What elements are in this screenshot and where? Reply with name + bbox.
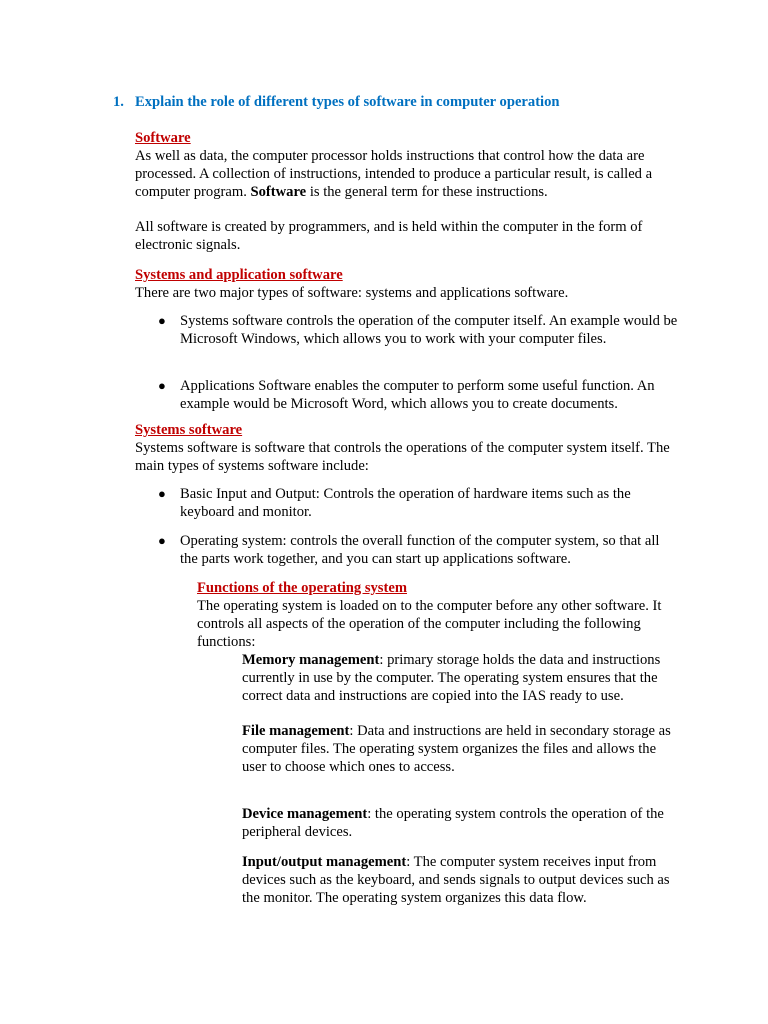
- list-item: ● Basic Input and Output: Controls the operation of hardware items such as the keyboard and monitor.: [158, 486, 631, 520]
- software-heading: Software: [135, 130, 191, 146]
- question-text: Explain the role of different types of software in computer operation: [135, 94, 560, 110]
- definition-text: : primary storage holds the data and instructions currently in use by the computer. The operating system ensures that the correct data and instructions are copied into the IAS ready to use.: [242, 652, 661, 704]
- definition-text: : The computer system receives input from devices such as the keyboard, and sends signals to output devices such as the monitor. The operating system organizes this data flow.: [242, 854, 670, 906]
- sys-app-section: [135, 266, 680, 302]
- software-paragraph-2: All software is created by programmers, and is held within the computer in the form of electronic signals.: [135, 219, 643, 253]
- list-item: ● Operating system: controls the overall function of the computer system, so that all the parts work together, and you can start up applications software.: [158, 533, 660, 567]
- software-section: [135, 129, 680, 201]
- definition-term: File management: [242, 723, 350, 739]
- sys-app-heading: Systems and application software: [135, 267, 343, 283]
- list-item: ● Systems software controls the operation of the computer itself. An example would be Microsoft Windows, which allows you to work with your computer files.: [158, 313, 678, 347]
- definition-text: : Data and instructions are held in secondary storage as computer files. The operating system organizes the files and allows the user to choose which ones to access.: [242, 723, 671, 775]
- software-bold-term: Software: [250, 184, 307, 200]
- software-paragraph-1: As well as data, the computer processor holds instructions that control how the data are processed. A collection of instructions, intended to produce a particular result, is called a computer program. Software is the general term for these instructions.: [135, 148, 653, 200]
- bullet-icon: ●: [158, 378, 166, 393]
- os-functions-intro: The operating system is loaded on to the computer before any other software. It controls all aspects of the operation of the computer including the following functions:: [197, 598, 662, 650]
- systems-section: [135, 421, 680, 475]
- file-management-item: [242, 722, 682, 776]
- bullet-icon: ●: [158, 313, 166, 328]
- systems-heading: Systems software: [135, 422, 243, 438]
- os-functions-heading: Functions of the operating system: [197, 580, 407, 596]
- device-management-item: [242, 805, 682, 841]
- bullet-icon: ●: [158, 533, 166, 548]
- definition-term: Device management: [242, 806, 368, 822]
- systems-intro: Systems software is software that controls the operations of the computer system itself. The main types of systems software include:: [135, 440, 670, 474]
- os-functions-section: [197, 579, 677, 651]
- list-item: ● Applications Software enables the computer to perform some useful function. An example would be Microsoft Word, which allows you to create documents.: [158, 378, 655, 412]
- definition-term: Memory management: [242, 652, 380, 668]
- sys-app-intro: There are two major types of software: systems and applications software.: [135, 285, 569, 301]
- io-management-item: [242, 853, 682, 907]
- question-number: 1.: [113, 94, 124, 110]
- memory-management-item: [242, 651, 682, 705]
- bullet-icon: ●: [158, 486, 166, 501]
- definition-term: Input/output management: [242, 854, 407, 870]
- definition-text: : the operating system controls the operation of the peripheral devices.: [242, 806, 664, 840]
